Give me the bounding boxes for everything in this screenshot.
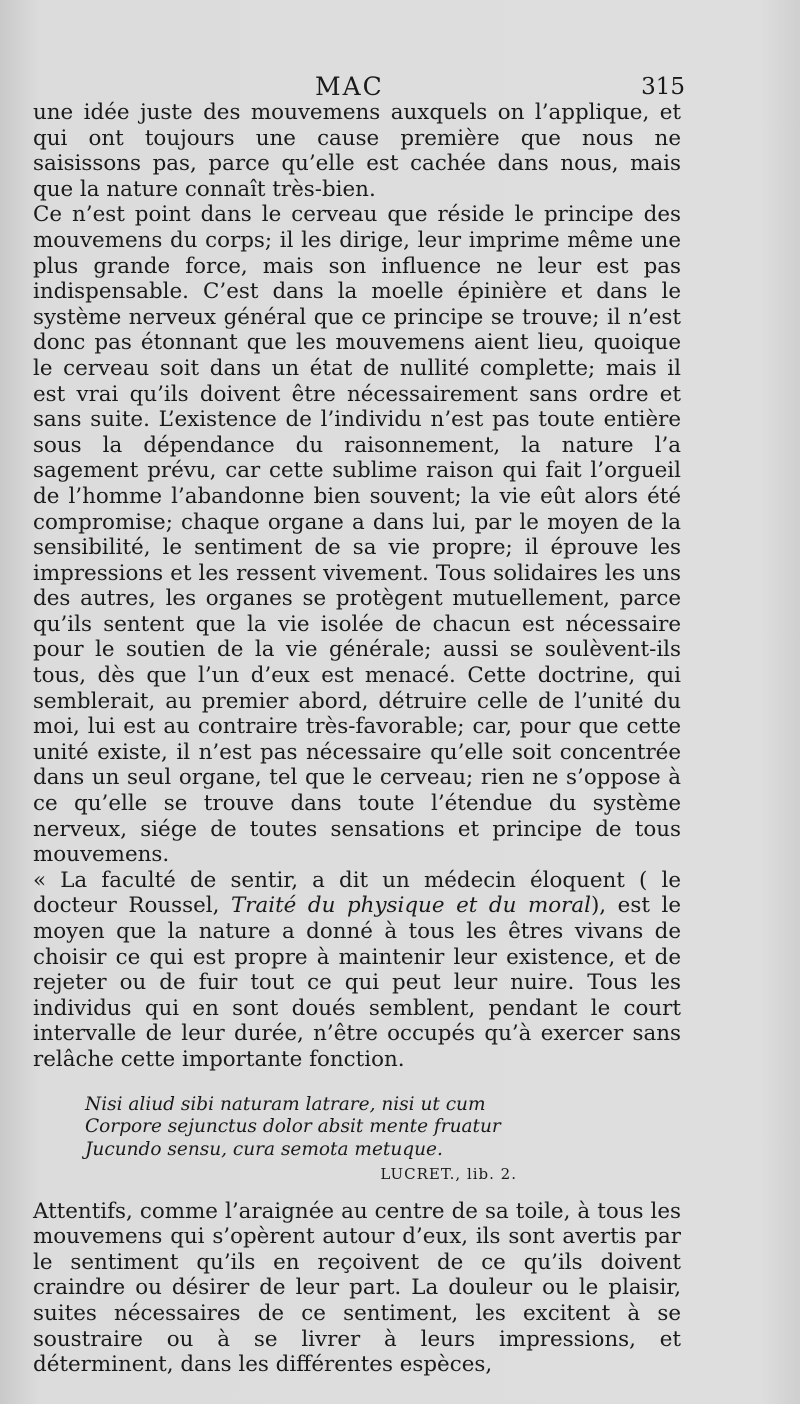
verse-source-author: LUCRET. bbox=[380, 1165, 456, 1184]
running-head: MAC bbox=[315, 72, 384, 101]
body-text bbox=[33, 100, 681, 1378]
cited-work-title: Traité du physique et du moral bbox=[231, 893, 591, 919]
quotation-after: ), est le moyen que la nature a donné à tous les êtres vivans de choisir ce qui est propre à maintenir leur existence, et de rejeter ou de fuir tout ce qui peut leur nuire. Tous les individus qui en sont doués semblent, pendant le court intervalle de leur durée, n’être occupés qu’à exercer sans relâche cette importante fonction. bbox=[33, 893, 682, 1072]
verse-source-ref: , lib. 2. bbox=[455, 1165, 517, 1184]
verse-line: Nisi aliud sibi naturam latrare, nisi ut cum bbox=[85, 1093, 486, 1115]
verse-line: Jucundo sensu, cura semota metuque. bbox=[85, 1138, 443, 1160]
quotation-before: « La faculté de sentir, a dit un médecin éloquent ( le docteur Roussel, bbox=[33, 867, 681, 919]
verse-line: Corpore sejunctus dolor absit mente fruatur bbox=[85, 1116, 501, 1138]
latin-verse bbox=[85, 1094, 681, 1186]
paragraph-continued: une idée juste des mouvemens auxquels on l’applique, et qui ont toujours une cause première que nous ne saisissons pas, parce qu’elle est cachée dans nous, mais que la nature connaît très-bien. bbox=[33, 100, 681, 202]
paragraph-attentifs: Attentifs, comme l’araignée au centre de sa toile, à tous les mouvemens qui s’opèrent autour d’eux, ils sont avertis par le sentiment qu’ils en reçoivent de ce qu’ils doivent craindre ou désirer de leur part. La douleur ou le plaisir, suites nécessaires de ce sentiment, les excitent à se soustraire ou à se livrer à leurs impressions, et déterminent, dans les différentes espèces, bbox=[33, 1198, 681, 1378]
paragraph-quotation bbox=[33, 868, 681, 1073]
paragraph-brain-principle: Ce n’est point dans le cerveau que réside le principe des mouvemens du corps; il les dirige, leur imprime même une plus grande force, mais son influence ne leur est pas indispensable. C’est dans la moelle épinière et dans le système nerveux général que ce principe se trouve; il n’est donc pas étonnant que les mouvemens aient lieu, quoique le cerveau soit dans un état de nullité complette; mais il est vrai qu’ils doivent être nécessairement sans ordre et sans suite. L’existence de l’individu n’est pas toute entière sous la dépendance du raisonnement, la nature l’a sagement prévu, car cette sublime raison qui fait l’orgueil de l’homme l’abandonne bien souvent; la vie eût alors été compromise; chaque organe a dans lui, par le moyen de la sensibilité, le sentiment de sa vie propre; il éprouve les impressions et les ressent vivement. Tous solidaires les uns des autres, les organes se protègent mutuellement, parce qu’ils sentent que la vie isolée de chacun est nécessaire pour le soutien de la vie générale; aussi se soulèvent-ils tous, dès que l’un d’eux est menacé. Cette doctrine, qui semblerait, au premier abord, détruire celle de l’unité du moi, lui est au contraire très-favorable; car, pour que cette unité existe, il n’est pas nécessaire qu’elle soit concentrée dans un seul organe, tel que le cerveau; rien ne s’oppose à ce qu’elle se trouve dans toute l’étendue du système nerveux, siége de toutes sensations et principe de tous mouvemens. bbox=[33, 202, 681, 868]
page-number: 315 bbox=[641, 74, 685, 100]
verse-source bbox=[85, 1163, 517, 1186]
